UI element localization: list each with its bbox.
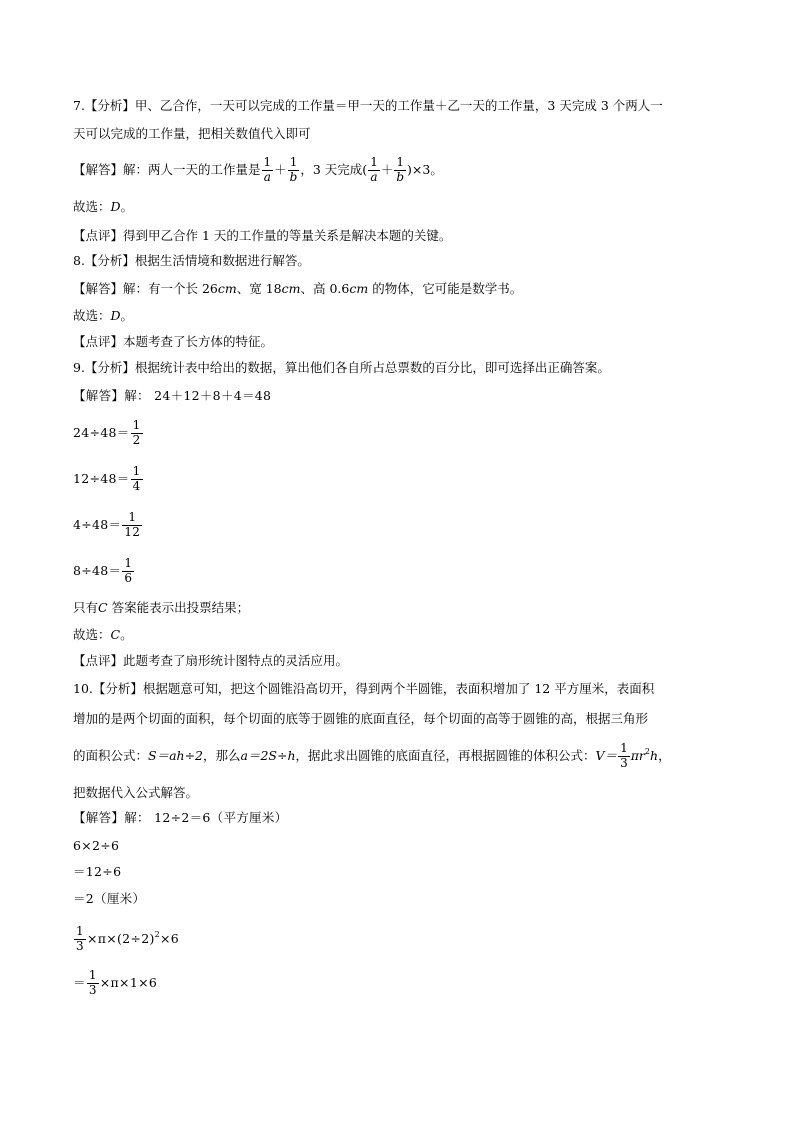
q9-eq-4: 8÷48＝ $\frac{1}{6}$ [73,556,133,585]
q10-answer: 【解答】解： 12÷2＝6（平方厘米） [73,810,288,825]
q7-frac-2a: $\frac{1}{a}$ [370,155,378,184]
q10-step-5: ＝ $\frac{1}{3}$ ×π×1×6 [73,968,158,997]
q9-eq-1: 24÷48＝ $\frac{1}{2}$ [73,418,141,447]
q7-answer: 【解答】解：两人一天的工作量是 $\frac{1}{a}$ ＋ $\frac{1}{b}$ ，3 天完成( $\frac{1}{a}$ ＋ $\frac{1}{b}$ )×3。 [73,155,443,184]
q9-eq-3: 4÷48＝ $\frac{1}{12}$ [73,510,141,539]
q9-choice: 故选：C。 [73,627,133,642]
q9-eq-2: 12÷48＝ $\frac{1}{4}$ [73,464,141,493]
q10-step-3: ＝2（厘米） [73,891,146,906]
q8-analysis: 8.【分析】根据生活情境和数据进行解答。 [73,253,310,268]
q10-analysis-line1: 10.【分析】根据题意可知，把这个圆锥沿高切开，得到两个半圆锥，表面积增加了 12 平方厘米，表面积 [73,681,655,696]
q8-answer: 【解答】解：有一个长 26cm、宽 18cm、高 0.6cm 的物体，它可能是数学书。 [73,281,523,296]
q10-step-4: $\frac{1}{3}$ $\times\pi\times(2\div 2)^2\times 6$ [76,924,180,953]
q10-triangle-area-formula: S＝ah÷2 [148,748,204,763]
q10-base-formula: a＝2S÷h [240,748,296,763]
q7-frac-2b: $\frac{1}{b}$ [396,155,405,184]
q10-analysis-line4: 把数据代入公式解答。 [73,785,199,800]
q8-comment: 【点评】本题考查了长方体的特征。 [73,334,274,349]
q7-answer-text: 【解答】解：两人一天的工作量是 [73,162,261,177]
q10-step-2: ＝12÷6 [73,864,122,879]
q10-analysis-line2: 增加的是两个切面的面积，每个切面的底等于圆锥的底面直径，每个切面的高等于圆锥的高，根据三角形 [73,711,649,726]
q9-comment: 【点评】此题考查了扇形统计图特点的灵活应用。 [73,653,349,668]
q7-frac-1a: $\frac{1}{a}$ [263,155,272,184]
q7-frac-1b: $\frac{1}{b}$ [289,155,298,184]
q7-analysis-line2: 天可以完成的工作量，把相关数值代入即可 [73,126,311,141]
q7-choice: 故选：D。 [73,199,134,214]
q7-analysis-line1: 7.【分析】甲、乙合作，一天可以完成的工作量＝甲一天的工作量＋乙一天的工作量，3 天完成 3 个两人一 [73,98,663,113]
q9-only-c: 只有C 答案能表示出投票结果； [73,600,250,615]
q9-analysis: 9.【分析】根据统计表中给出的数据，算出他们各自所占总票数的百分比，即可选择出正确答案。 [73,360,610,375]
q7-comment: 【点评】得到甲乙合作 1 天的工作量的等量关系是解决本题的关键。 [73,228,452,243]
q9-answer: 【解答】解： 24＋12＋8＋4＝48 [73,388,272,403]
q10-analysis-line3: 的面积公式：S＝ah÷2，那么a＝2S÷h，据此求出圆锥的底面直径，再根据圆锥的体积公式：V＝ $\frac{1}{3}$ $\pi r^2h$， [73,741,671,770]
q10-step-1: 6×2÷6 [73,838,120,853]
q8-choice: 故选：D。 [73,308,134,323]
